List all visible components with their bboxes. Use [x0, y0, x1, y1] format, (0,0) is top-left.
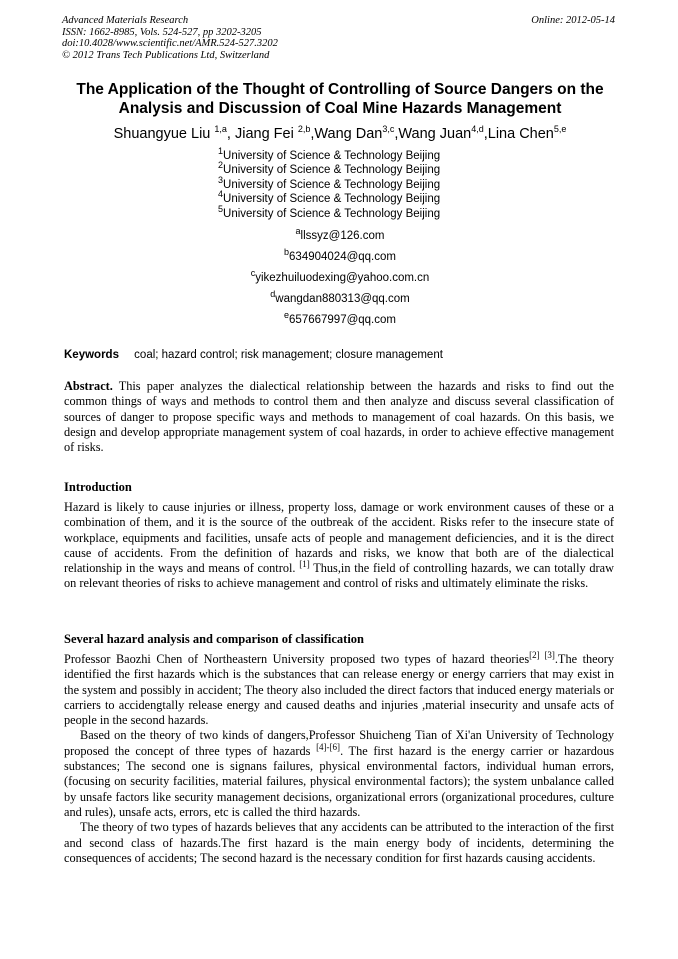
email-b	[150, 247, 530, 264]
affiliation	[218, 189, 441, 206]
intro-text: Thus,in the field of controlling hazards, we can totally draw on relevant theories of risks to achieve management and control of risks and ultimately eliminate the risks.	[64, 561, 614, 591]
journal-issn: ISSN: 1662-8985, Vols. 524-527, pp 3202-3205	[62, 26, 262, 38]
email-text: llssyz@126.com	[300, 230, 385, 242]
affiliation-num: 4	[218, 189, 224, 200]
author-sup: 3,c	[382, 124, 395, 135]
affiliation-num: 1	[218, 146, 224, 157]
keywords	[64, 348, 443, 362]
affiliation-text: University of Science & Technology Beijing	[223, 207, 441, 220]
abstract	[64, 379, 614, 455]
author-name: Shuangyue Liu	[113, 126, 211, 142]
email-a	[150, 226, 530, 243]
body-text: .The theory identified the first hazards which is the substances that can release energy or energy carriers that may exist in the system and possibly in accident; The theory also included the direct factors that induced energy materials or carriers to accidengtally release energy and caused deaths and injuries ,material insecurity and unsafe acts of people in the second hazards.	[64, 652, 614, 728]
intro-text: Hazard is likely to cause injuries or illness, property loss, damage or work environment causes of these or a combination of them, and it is the source of the outbreak of the accident. Risks refer to the insecure state of workplace, equipments and facilities, unsafe acts of people and management deficiencies, and it is the direct cause of accidents. From the definition of hazards and risks, we know that both are of the dialectical relationship in the ways and means of control.	[64, 500, 614, 576]
journal-header	[62, 15, 615, 61]
email-text: 634904024@qq.com	[289, 251, 396, 263]
email-sup: d	[270, 289, 276, 300]
author-name: Lina Chen	[487, 126, 554, 142]
affiliation-text: University of Science & Technology Beijing	[223, 193, 441, 206]
online-date: Online: 2012-05-14	[531, 15, 615, 26]
affiliation	[218, 174, 441, 192]
abstract-label: Abstract.	[64, 379, 113, 393]
email-text: 657667997@qq.com	[289, 314, 396, 326]
email-c	[150, 268, 530, 285]
email-text: wangdan880313@qq.com	[275, 293, 410, 305]
author-name: Wang Juan	[398, 126, 472, 142]
body-text: Professor Baozhi Chen of Northeastern University proposed two types of hazard theories	[64, 652, 530, 666]
journal-name: Advanced Materials Research	[62, 15, 189, 26]
author-list: Shuangyue Liu $^{1,a}$, Jiang Fei $^{2,b}$,Wang Dan$^{3,c}$,Wang Juan$^{4,d}$,Lina Chen$^{5,e}$	[113, 124, 567, 142]
affiliation-num: 5	[218, 203, 224, 214]
copyright-notice: © 2012 Trans Tech Publications Ltd, Switzerland	[62, 49, 270, 61]
article-doi: doi:10.4028/www.scientific.net/AMR.524-527.3202	[62, 38, 278, 49]
author-sup: 4,d	[471, 124, 484, 135]
email-e	[150, 310, 530, 327]
email-sup: b	[284, 247, 290, 258]
introduction-body	[64, 500, 614, 592]
citation: [1]	[299, 559, 310, 570]
title-line-1: The Application of the Thought of Controlling of Source Dangers on the	[76, 81, 604, 98]
body-text: . The first hazard is the energy carrier or hazardous substances; The second one is signans failures, physical environmental factors, individual human errors, (focusing on security facilities, material failures, physical environmental factors); the system unbalance called by unsafe factors like security management decisions, organizational errors (organizational procedures, culture and rules), unsafe acts, errors, etc is called the third hazards.	[64, 743, 615, 819]
affiliation	[218, 160, 441, 177]
body-text: Based on the theory of two kinds of dangers,Professor Shuicheng Tian of Xi'an University of Technology proposed the concept of three types of hazards	[64, 728, 614, 758]
citation: [2] [3]	[529, 649, 555, 660]
introduction-heading: Introduction	[64, 480, 132, 494]
body-text: The theory of two types of hazards believes that any accidents can be attributed to the interaction of the first and second class of hazards.The first hazard is the main energy body of incidents, determining the consequences of accidents; The second hazard is the necessary condition for first hazards causing accidents.	[64, 820, 614, 865]
keywords-label: Keywords	[64, 349, 119, 361]
email-d	[150, 289, 530, 306]
email-text: yikezhuiluodexing@yahoo.com.cn	[255, 272, 430, 284]
author-name: Wang Dan	[314, 126, 383, 142]
author-sup: 2,b	[297, 124, 311, 135]
email-sup: c	[250, 268, 256, 279]
affiliation-list	[218, 146, 441, 221]
affiliation-text: University of Science & Technology Beijing	[223, 178, 441, 191]
section-body	[64, 649, 615, 866]
author-name: Jiang Fei	[234, 126, 294, 142]
abstract-text: This paper analyzes the dialectical relationship between the hazards and risks to find out the common things of ways and methods to control them and then analyze and discuss several classification of sources of danger to propose specific ways and methods to management of coal hazards. On this basis, we design and develop appropriate management system of coal hazards, in order to achieve effective management of risks.	[64, 379, 614, 455]
paper-title	[40, 80, 640, 118]
affiliation	[218, 203, 441, 221]
affiliation-num: 2	[218, 160, 224, 171]
author-sup: 1,a	[214, 124, 227, 135]
affiliation-text: University of Science & Technology Beijing	[223, 150, 441, 162]
keywords-text: coal; hazard control; risk management; closure management	[134, 349, 443, 361]
affiliation-text: University of Science & Technology Beijing	[223, 164, 441, 177]
title-line-2: Analysis and Discussion of Coal Mine Hazards Management	[118, 100, 562, 117]
author-sup: 5,e	[553, 124, 567, 135]
email-sup: e	[284, 310, 290, 321]
section-heading: Several hazard analysis and comparison of classification	[64, 632, 365, 646]
citation: [4]-[6]	[316, 741, 341, 752]
affiliation-num: 3	[218, 174, 224, 185]
email-sup: a	[295, 226, 301, 237]
affiliation	[218, 146, 441, 163]
